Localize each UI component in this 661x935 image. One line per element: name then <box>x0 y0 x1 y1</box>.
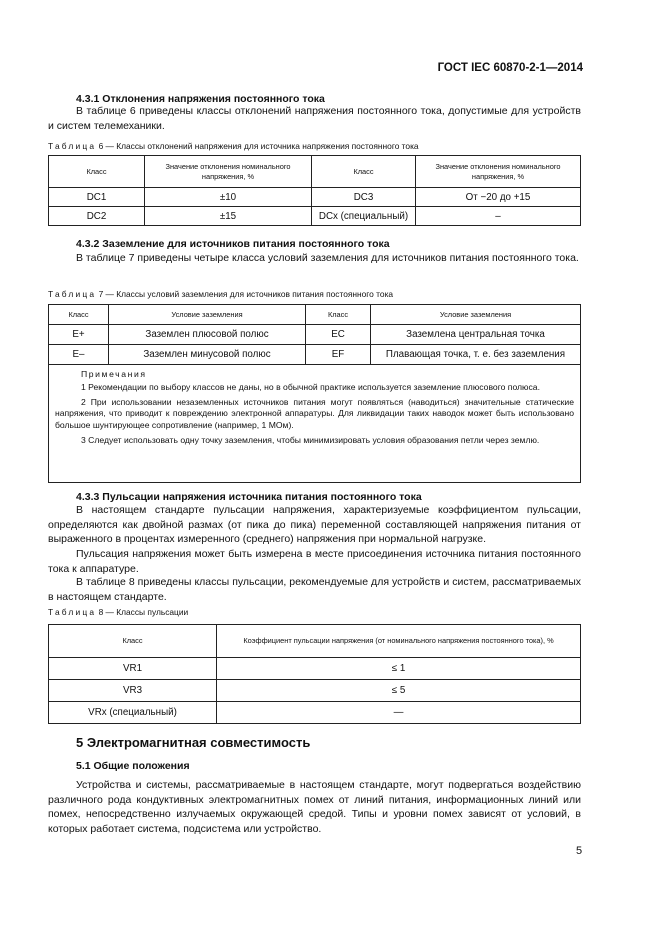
table-6-cell: DC2 <box>49 207 145 226</box>
table-row <box>49 702 581 724</box>
table-6-cell: DCx (специальный) <box>312 207 416 226</box>
table-7-header-class-2: Класс <box>306 305 371 325</box>
table-6-header-class-2: Класс <box>312 156 416 188</box>
table-6-cell: ±10 <box>145 188 312 207</box>
table-6-caption-word: Таблица <box>48 141 97 151</box>
table-7-cell: Заземлен плюсовой полюс <box>109 325 306 345</box>
section-4-3-3-paragraph-1: В настоящем стандарте пульсации напряжения, характеризуемые коэффициентом пульсации, определяются как двойной размах (от пика до пика) переменной составляющей напряжения питания от выраженного в процентах измеренного (среднего) напряжения при нормальной нагрузке. <box>48 504 581 546</box>
table-8-cell: VR1 <box>49 658 217 680</box>
notes-title: Примечания <box>81 369 147 379</box>
table-6-cell: – <box>416 207 581 226</box>
table-6-cell: От −20 до +15 <box>416 188 581 207</box>
table-6 <box>48 155 581 226</box>
table-8-header-class: Класс <box>49 625 217 658</box>
note-item: 1 Рекомендации по выбору классов не даны, но в обычной практике используется заземление плюсового полюса. <box>81 381 540 392</box>
section-4-3-2-text: В таблице 7 приведены четыре класса условий заземления для источников питания постоянного тока. <box>76 252 579 264</box>
table-6-cell: DC3 <box>312 188 416 207</box>
table-6-header-value-1: Значение отклонения номинального напряжения, % <box>145 156 312 188</box>
table-7-cell: Плавающая точка, т. е. без заземления <box>371 345 581 365</box>
table-6-header-class-1: Класс <box>49 156 145 188</box>
table-7-cell: Заземлена центральная точка <box>371 325 581 345</box>
section-4-3-2-title: 4.3.2 Заземление для источников питания постоянного тока <box>76 238 390 250</box>
section-4-3-1-text: В таблице 6 приведены классы отклонений напряжения постоянного тока, допустимые для устройств и систем телемеханики. <box>48 105 581 132</box>
table-8-caption-text: 8 — Классы пульсации <box>96 607 189 617</box>
section-4-3-3-paragraph-3: В таблице 8 приведены классы пульсации, рекомендуемые для устройств и систем, рассматриваемых в настоящем стандарте. <box>48 576 581 603</box>
page-number: 5 <box>576 845 583 857</box>
table-7-cell: EF <box>306 345 371 365</box>
table-7-header-class-1: Класс <box>49 305 109 325</box>
table-7 <box>48 304 581 483</box>
table-7-cell: EC <box>306 325 371 345</box>
table-8-cell: VRx (специальный) <box>49 702 217 724</box>
table-8 <box>48 624 581 724</box>
note-item: 3 Следует использовать одну точку заземления, чтобы минимизировать условия образования петли через землю. <box>81 434 540 445</box>
section-5-title: 5 Электромагнитная совместимость <box>76 735 311 750</box>
table-6-cell: ±15 <box>145 207 312 226</box>
table-row <box>49 345 581 365</box>
section-5-1-text: Устройства и системы, рассматриваемые в настоящем стандарте, могут подвергаться воздействию различного рода кондуктивных электромагнитных помех от линий питания, информационных линий или помех, непосредственно излучаемых окружающей средой. Типы и уровни помех зависят от условий, в которых работает система, подсистема или устройство. <box>48 779 581 835</box>
table-7-header-condition-2: Условие заземления <box>371 305 581 325</box>
note-item: 2 При использовании незаземленных источников питания могут появляться (наводиться) значительные статические напряжения, что приводит к повреждению электронной аппаратуры. Для ликвидации таких наводок может быть использовано большое шунтирующее сопротивление (например, 1 МОм). <box>55 396 574 431</box>
table-7-cell: E+ <box>49 325 109 345</box>
table-7-cell: Заземлен минусовой полюс <box>109 345 306 365</box>
section-4-3-1-title: 4.3.1 Отклонения напряжения постоянного тока <box>76 93 325 105</box>
section-5-1-title: 5.1 Общие положения <box>76 760 190 772</box>
table-8-cell: — <box>217 702 581 724</box>
table-8-cell: VR3 <box>49 680 217 702</box>
table-6-header-value-2: Значение отклонения номинального напряжения, % <box>416 156 581 188</box>
standard-header: ГОСТ IEC 60870-2-1—2014 <box>437 62 583 74</box>
table-7-caption-text: 7 — Классы условий заземления для источников питания постоянного тока <box>96 289 394 299</box>
section-4-3-3-paragraph-2: Пульсация напряжения может быть измерена в месте присоединения источника питания постоянного тока к аппаратуре. <box>48 548 581 575</box>
table-row <box>49 680 581 702</box>
table-8-cell: ≤ 1 <box>217 658 581 680</box>
table-row <box>49 188 581 207</box>
table-7-cell: E– <box>49 345 109 365</box>
table-6-caption <box>48 141 419 151</box>
table-7-header-condition-1: Условие заземления <box>109 305 306 325</box>
table-7-notes <box>49 365 581 483</box>
table-row <box>49 325 581 345</box>
table-8-caption <box>48 607 188 617</box>
table-8-cell: ≤ 5 <box>217 680 581 702</box>
table-row <box>49 658 581 680</box>
table-6-cell: DC1 <box>49 188 145 207</box>
table-8-caption-word: Таблица <box>48 607 97 617</box>
table-8-header-coefficient: Коэффициент пульсации напряжения (от номинального напряжения постоянного тока), % <box>217 625 581 658</box>
table-7-caption <box>48 289 393 299</box>
table-7-caption-word: Таблица <box>48 289 97 299</box>
table-6-caption-text: 6 — Классы отклонений напряжения для источника напряжения постоянного тока <box>96 141 419 151</box>
table-row <box>49 207 581 226</box>
section-4-3-3-title: 4.3.3 Пульсации напряжения источника питания постоянного тока <box>76 491 422 503</box>
